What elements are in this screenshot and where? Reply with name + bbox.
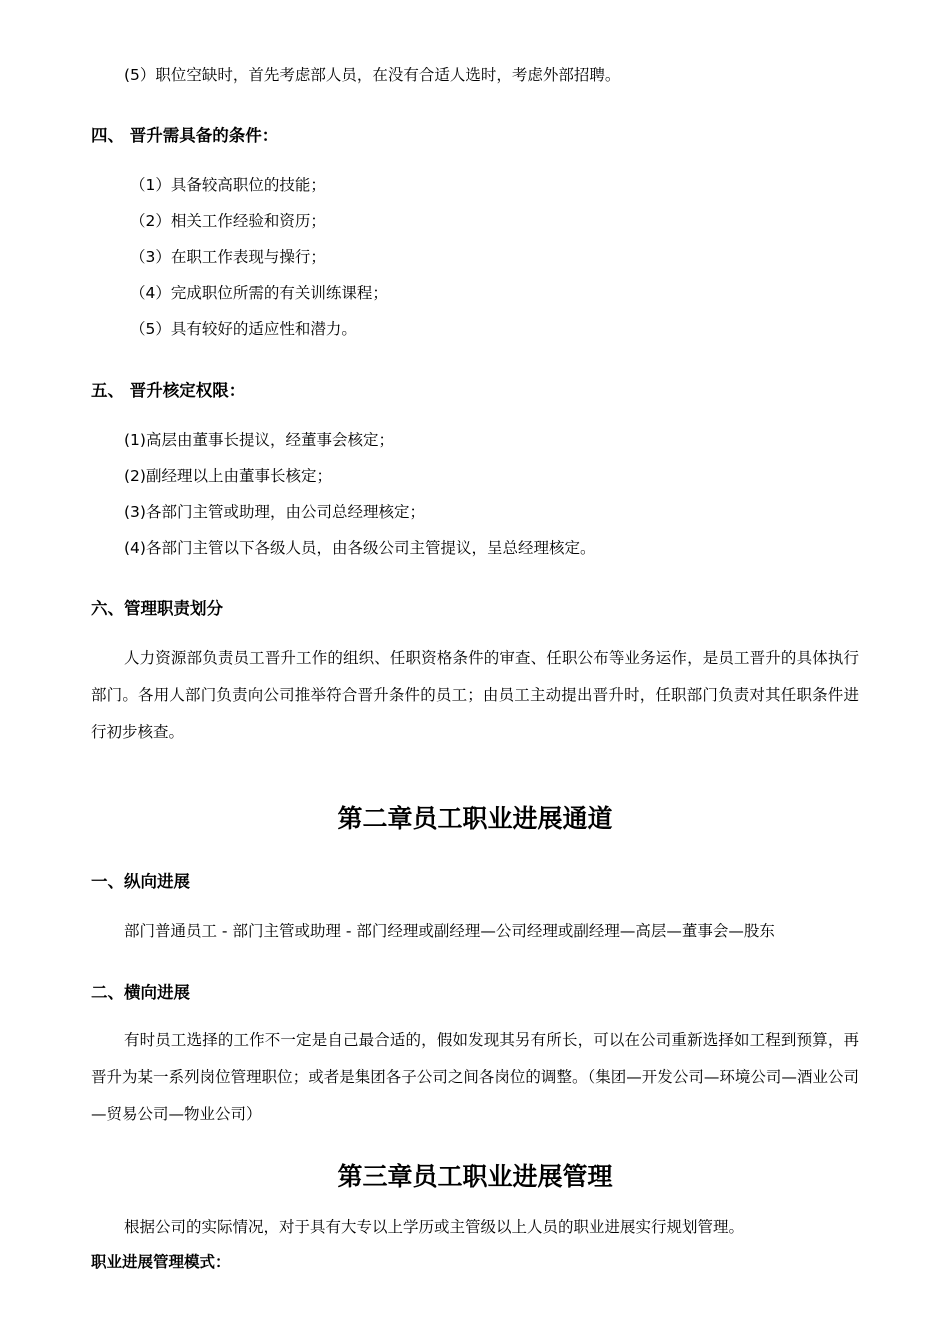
- chapter-3-title: 第三章员工职业进展管理: [337, 1162, 613, 1191]
- section-4-item: （4）完成职位所需的有关训练课程；: [130, 284, 388, 302]
- section-5-item: (2)副经理以上由董事长核定；: [124, 467, 332, 485]
- section-4-item: （5）具有较好的适应性和潜力。: [130, 320, 357, 338]
- chapter-2-sub1-text: 部门普通员工 - 部门主管或助理 - 部门经理或副经理—公司经理或副经理—高层—董事会—股东: [124, 922, 775, 940]
- chapter-2-title: 第二章员工职业进展通道: [337, 804, 613, 833]
- section-4-heading: 四、 晋升需具备的条件：: [91, 126, 279, 145]
- section-5-item: (1)高层由董事长提议，经董事会核定；: [124, 431, 394, 449]
- chapter-2-sub1-heading: 一、纵向进展: [91, 872, 190, 891]
- section-6-paragraph: 人力资源部负责员工晋升工作的组织、任职资格条件的审查、任职公布等业务运作，是员工晋升的具体执行部门。各用人部门负责向公司推举符合晋升条件的员工；由员工主动提出晋升时，任职部门负责对其任职条件进行初步核查。: [91, 649, 859, 741]
- section-4-item: （3）在职工作表现与操行；: [130, 248, 326, 266]
- section-5-heading: 五、 晋升核定权限：: [91, 381, 246, 400]
- chapter-2-sub2-heading: 二、横向进展: [91, 983, 190, 1002]
- section-6-heading: 六、管理职责划分: [91, 599, 223, 618]
- intro-item: (5）职位空缺时，首先考虑部人员，在没有合适人选时，考虑外部招聘。: [124, 66, 621, 84]
- section-5-item: (3)各部门主管或助理，由公司总经理核定；: [124, 503, 425, 521]
- section-4-item: （1）具备较高职位的技能；: [130, 176, 326, 194]
- chapter-3-paragraph: 根据公司的实际情况，对于具有大专以上学历或主管级以上人员的职业进展实行规划管理。: [124, 1218, 745, 1236]
- section-4-item: （2）相关工作经验和资历；: [130, 212, 326, 230]
- chapter-3-mode-label: 职业进展管理模式：: [91, 1253, 231, 1271]
- chapter-2-sub2-paragraph: 有时员工选择的工作不一定是自己最合适的，假如发现其另有所长，可以在公司重新选择如工程到预算，再晋升为某一系列岗位管理职位；或者是集团各子公司之间各岗位的调整。（集团—开发公司—环境公司—酒业公司—贸易公司—物业公司）: [91, 1031, 859, 1123]
- section-5-item: (4)各部门主管以下各级人员，由各级公司主管提议，呈总经理核定。: [124, 539, 596, 557]
